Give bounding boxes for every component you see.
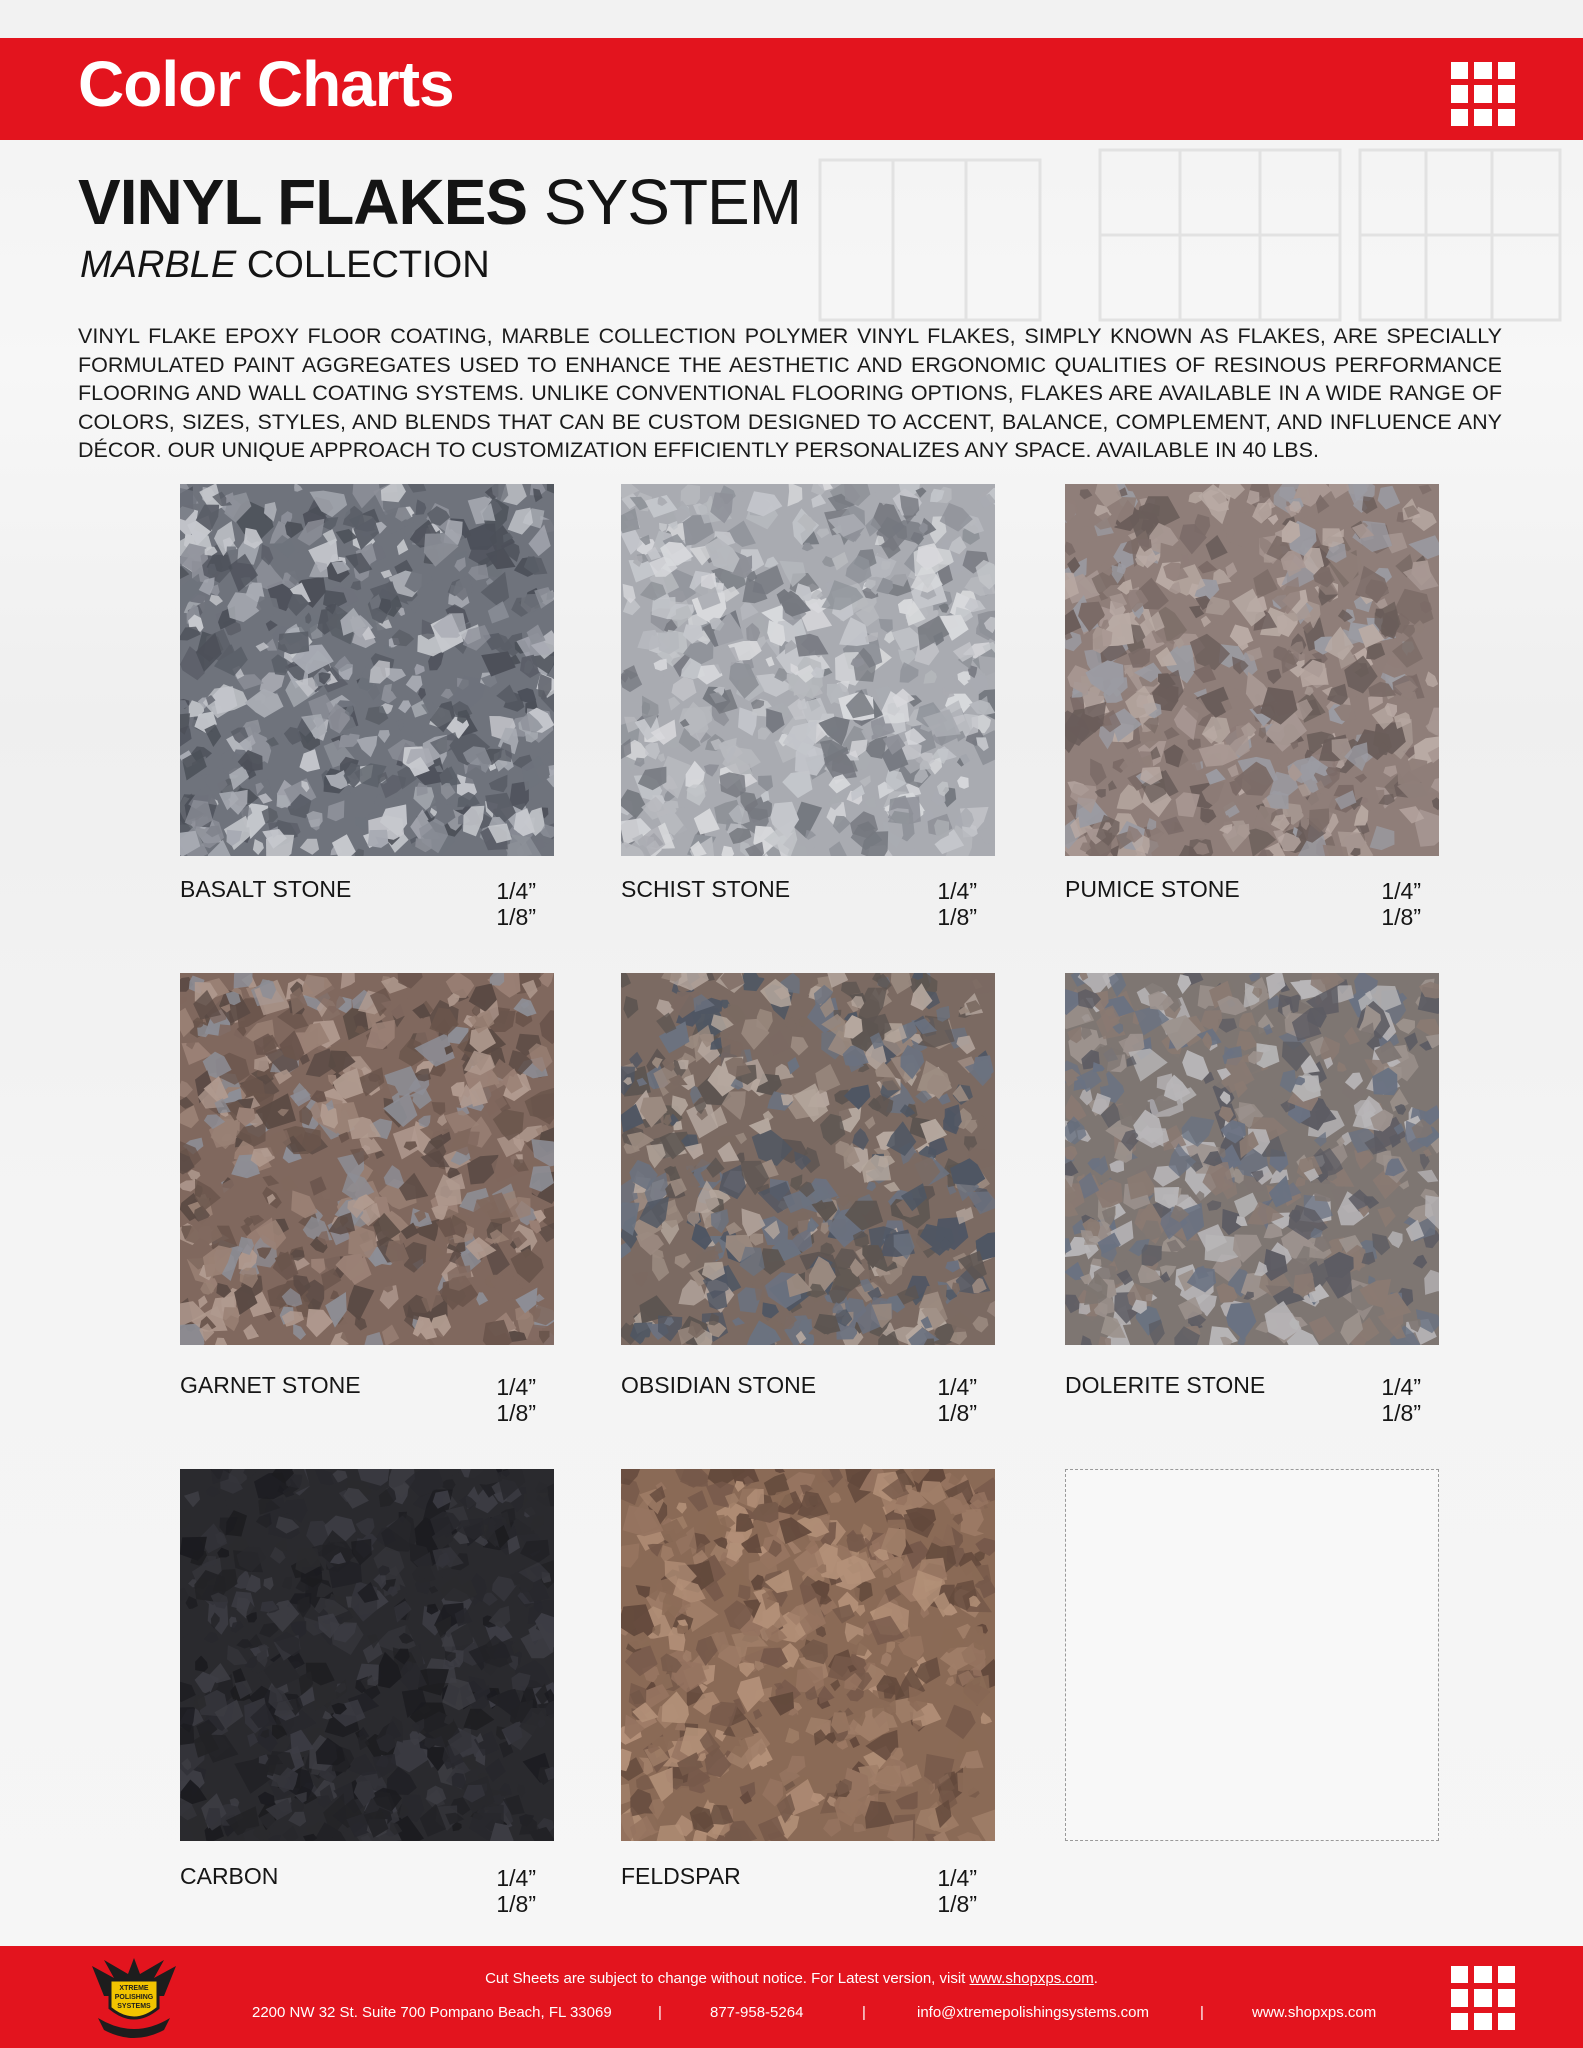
footer-email[interactable]: info@xtremepolishingsystems.com [917,2004,1149,2021]
flake-swatch [180,1469,554,1841]
swatch-size: 1/8” [496,1400,536,1426]
flake-swatch [1065,484,1439,856]
swatch-size: 1/4” [496,878,536,904]
swatch-size: 1/8” [496,1891,536,1917]
notice-suffix: . [1093,1970,1098,1987]
swatch-name: GARNET STONE [180,1372,361,1398]
footer-separator: | [1200,2004,1204,2021]
swatch-name: SCHIST STONE [621,876,791,902]
swatch-size: 1/4” [496,1865,536,1891]
swatch-size: 1/4” [937,1865,977,1891]
grid-icon [1451,62,1515,126]
notice-text: Cut Sheets are subject to change without notice. For Latest version, visit [485,1970,970,1987]
flake-swatch [180,484,554,856]
swatch-size: 1/4” [937,878,977,904]
footer-phone[interactable]: 877-958-5264 [710,2004,804,2021]
title-bold: VINYL FLAKES [78,166,528,238]
logo-text-2: POLISHING [114,1994,154,2001]
footer-address: 2200 NW 32 St. Suite 700 Pompano Beach, FL 33069 [252,2004,612,2021]
footer-notice [0,1970,1583,1987]
notice-link[interactable]: www.shopxps.com [969,1970,1094,1987]
description: VINYL FLAKE EPOXY FLOOR COATING, MARBLE COLLECTION POLYMER VINYL FLAKES, SIMPLY KNOWN AS FLAKES, ARE SPECIALLY FORMULATED PAINT AGGREGATES USED TO ENHANCE THE AESTHETIC AND ERGONOMIC QUALITIES OF RESINOUS PERFORMANCE FLOORING AND WALL COATING SYSTEMS. UNLIKE CONVENTIONAL FLOORING OPTIONS, FLAKES ARE AVAILABLE IN A WIDE RANGE OF COLORS, SIZES, STYLES, AND BLENDS THAT CAN BE CUSTOM DESIGNED TO ACCENT, BALANCE, COMPLEMENT, AND INFLUENCE ANY DÉCOR. OUR UNIQUE APPROACH TO CUSTOMIZATION EFFICIENTLY PERSONALIZES ANY SPACE. AVAILABLE IN 40 LBS. [78,324,1502,462]
logo-text-3: SYSTEMS [117,2003,151,2010]
swatch-size: 1/8” [496,904,536,930]
logo-text-1: XTREME [119,1985,149,1992]
swatch-name: OBSIDIAN STONE [621,1372,817,1398]
flake-swatch [621,1469,995,1841]
footer-separator: | [658,2004,662,2021]
swatch-size: 1/8” [937,1400,977,1426]
swatch-size: 1/8” [937,1891,977,1917]
company-logo [84,1956,184,2038]
footer-website[interactable]: www.shopxps.com [1252,2004,1377,2021]
swatch-size: 1/4” [937,1374,977,1400]
swatch-name: PUMICE STONE [1065,876,1240,902]
page-title [78,166,802,238]
flake-swatch [180,973,554,1345]
swatch-size: 1/4” [1381,1374,1421,1400]
swatch-size: 1/4” [496,1374,536,1400]
header-title: Color Charts [78,48,454,120]
swatch-name: DOLERITE STONE [1065,1372,1266,1398]
flake-swatch [621,973,995,1345]
flake-swatch [621,484,995,856]
empty-swatch-slot [1065,1469,1439,1841]
subtitle-italic: MARBLE [80,244,237,286]
footer-bar [0,1946,1583,2048]
swatch-name: BASALT STONE [180,876,352,902]
swatch-size: 1/8” [937,904,977,930]
page-subtitle [80,246,490,284]
title-regular: SYSTEM [527,166,802,238]
flake-swatch [1065,973,1439,1345]
swatch-size: 1/8” [1381,904,1421,930]
swatch-size: 1/4” [1381,878,1421,904]
swatch-size: 1/8” [1381,1400,1421,1426]
footer-separator: | [862,2004,866,2021]
subtitle-regular: COLLECTION [236,244,490,286]
header-bar [0,38,1583,140]
swatch-name: CARBON [180,1863,279,1889]
swatch-name: FELDSPAR [621,1863,741,1889]
grid-icon [1451,1966,1515,2030]
